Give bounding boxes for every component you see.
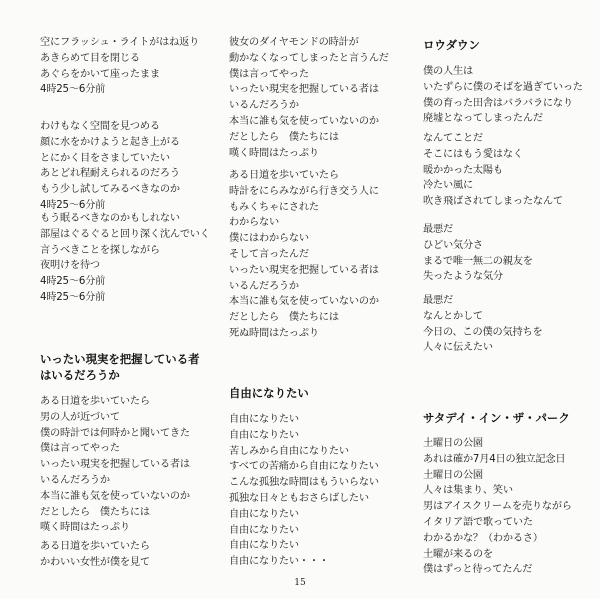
lyric-line: あぐらをかいて座ったまま [40,68,160,80]
lyric-line: わからない [229,217,279,229]
lyric-line: 土曜日の公園 [423,438,483,449]
lyric-line: イタリア語で歌っていた [423,516,533,528]
verse-1 [40,35,220,98]
lyric-line: 男はアイスクリームを売りながら [423,501,572,513]
lyric-line: だとしたら 僕たちには [229,312,339,324]
lyric-line: すべての苦痛から自由になりたい [229,461,379,473]
lyric-line: 嘆く時間はたっぷり [229,147,319,159]
lyric-line: 吹き飛ばされてしまったなんて [423,196,563,208]
lyric-line: あきらめて目を閉じる [40,52,140,64]
lyric-line: 土曜日の公園 [423,469,483,481]
lyric-line: 廃墟となってしまったんだ [423,113,543,125]
song-title-line: サタデイ・イン・ザ・パーク [423,411,570,425]
lyric-line: 言うべきことを探しながら [40,244,160,256]
lyric-line: 男の人が近づいて [40,411,120,423]
lyric-line: いるんだろうか [229,280,299,292]
lyric-line: 暖かかった太陽も [423,164,503,176]
lyric-line: もう眠るべきなのかもしれない [40,213,180,224]
lyric-line: そして言ったんだ [229,248,309,260]
verse-13 [423,436,593,578]
lyric-line: いるんだろうか [229,100,299,112]
lyric-line: 本当に誰も気を使っていないのか [229,115,379,127]
lyric-line: 顔に水をかけようと起き上がる [40,136,180,148]
lyric-line: いったい現実を把握している者は [229,264,379,276]
lyric-line: 僕はずっと待ってたんだ [423,564,533,576]
lyric-line: かわいい女性が僕を見て [40,556,150,568]
lyric-line: 嘆く時間はたっぷり [40,522,130,534]
lyric-line: 本当に誰も気を使っていないのか [229,296,379,308]
verse-12 [423,293,593,356]
lyric-line: 夜明けを待つ [40,260,100,272]
lyric-line: 孤独な日々ともおさらばしたい [229,492,369,504]
lyric-line: まるで唯一無二の親友を [423,255,533,267]
lyric-line: 4時25～6分前 [40,291,106,303]
verse-10 [423,131,593,210]
lyric-line: 彼女のダイヤモンドの時計が [229,37,359,48]
song-title-saturday-in-the-park [423,410,593,426]
lyric-line: 4時25～6分前 [40,84,106,96]
lyric-line: 人々は集まり、笑い [423,485,513,497]
song-title-lowdown [423,37,593,53]
lyric-line: もみくちゃにされた [229,201,319,213]
lyric-line: 僕の育った田舎はバラバラになり [423,97,573,109]
song-title-reality [40,351,220,383]
lyric-line: わかるかな？（わかるさ） [423,532,543,544]
lyric-line: わけもなく空間を見つめる [40,121,160,132]
lyric-line: 自由になりたい [229,429,299,441]
lyric-line: あとどれ程耐えられるのだろう [40,168,180,180]
lyric-line: 冷たい風に [423,180,473,192]
song-title-freedom [229,385,409,401]
lyric-line: 人々に伝えたい [423,342,493,354]
lyric-line: 僕は言ってやった [40,443,120,455]
lyric-line: 僕は言ってやった [229,68,309,80]
lyric-line: いったい現実を把握している者は [229,84,379,96]
lyric-line: 最悪だ [423,224,453,235]
lyric-line: なんとかして [423,310,483,322]
lyric-line: 僕の時計では何時かと聞いてきた [40,427,190,439]
lyric-line: 部屋はぐるぐると回り深く沈んでいく [40,228,210,240]
lyric-line: 自由になりたい [229,524,299,536]
lyric-line: 失ったような気分 [423,271,503,283]
lyric-line: いるんだろうか [40,474,110,486]
lyric-line: なんてことだ [423,133,483,144]
lyric-line: 空にフラッシュ・ライトがはね返り [40,37,200,48]
lyric-line: 自由になりたい [229,508,299,520]
lyric-line: 苦しみから自由になりたい [229,445,349,457]
lyric-line: 今日の、この僕の気持ちを [423,326,543,338]
lyric-line: 4時25～6分前 [40,276,106,288]
lyric-line: とにかく目をさましていたい [40,152,170,164]
page-number: 15 [294,578,306,588]
verse-7 [229,168,409,342]
song-title-line: 自由になりたい [229,386,309,400]
lyric-line: ひどい気分さ [423,239,483,251]
lyric-line: 自由になりたい [229,414,299,425]
lyric-line: 自由になりたい [229,540,299,552]
lyric-line: いったい現実を把握している者は [40,459,190,471]
lyric-line: ある日道を歩いていたら [40,396,150,407]
song-title-line: いったい現実を把握している者 [40,352,200,366]
lyric-line: 最悪だ [423,295,453,306]
verse-3 [40,211,220,306]
lyric-line: 動かなくなってしまったと言うんだ [229,52,389,64]
verse-2 [40,119,220,214]
verse-6 [229,35,409,161]
lyric-line: 死ぬ時間はたっぷり [229,327,319,339]
verse-5 [40,539,220,571]
verse-4 [40,394,220,536]
lyric-line: 僕にはわからない [229,233,309,245]
lyric-line: だとしたら 僕たちには [40,506,150,518]
lyric-line: もう少し試してみるべきなのか [40,184,180,196]
lyric-line: 自由になりたい・・・ [229,556,329,568]
lyric-line: だとしたら 僕たちには [229,131,339,143]
lyric-line: ある日道を歩いていたら [229,170,339,181]
lyric-line: 僕の人生は [423,66,473,77]
verse-9 [423,64,593,127]
lyric-line: そこにはもう愛はなく [423,148,523,160]
song-title-line: はいるだろうか [40,368,120,382]
lyric-line: 土曜が来るのを [423,548,493,560]
lyric-line: あれは確か7月4日の独立記念日 [423,453,566,465]
lyric-line: こんな孤独な時間はもういらない [229,477,379,489]
lyric-line: いたずらに僕のそばを過ぎていった [423,81,583,93]
lyric-line: 本当に誰も気を使っていないのか [40,490,190,502]
song-title-line: ロウダウン [423,38,480,52]
lyric-line: 4時25～6分前 [40,199,106,211]
lyric-line: ある日道を歩いていたら [40,541,150,552]
verse-8 [229,412,409,570]
lyric-line: 時計をにらみながら行き交う人に [229,185,379,197]
verse-11 [423,222,593,285]
